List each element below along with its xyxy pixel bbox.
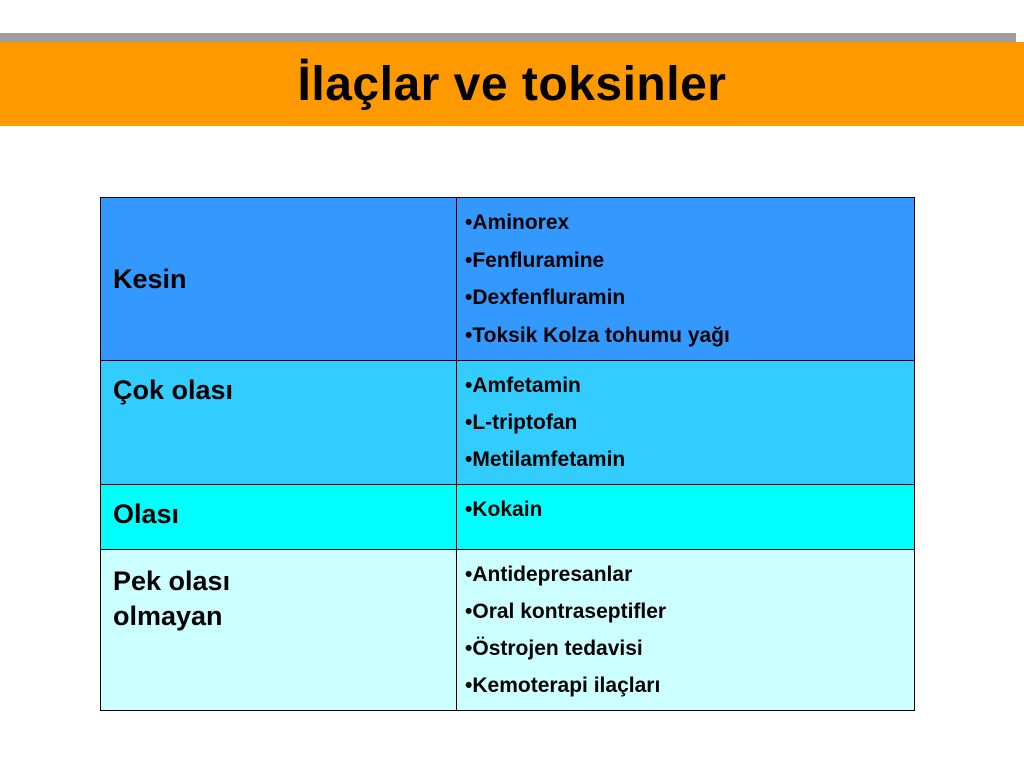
table-row bbox=[101, 550, 915, 711]
category-line: Pek olası bbox=[113, 566, 231, 596]
drug-table-container bbox=[100, 197, 915, 697]
drug-item: • Kokain bbox=[465, 491, 906, 528]
table-row bbox=[101, 198, 915, 361]
drug-list bbox=[465, 367, 906, 478]
drugs-cell bbox=[457, 198, 915, 361]
drugs-cell bbox=[457, 361, 915, 485]
slide-title: İlaçlar ve toksinler bbox=[297, 57, 727, 111]
table-row bbox=[101, 485, 915, 550]
drug-list bbox=[465, 204, 906, 354]
drug-item: • Toksik Kolza tohumu yağı bbox=[465, 317, 906, 355]
drug-list bbox=[465, 556, 906, 704]
drug-item: • Dexfenfluramin bbox=[465, 279, 906, 317]
top-divider bbox=[0, 33, 1016, 42]
drug-list bbox=[465, 491, 906, 528]
title-band bbox=[0, 42, 1024, 126]
drug-item: • L-triptofan bbox=[465, 404, 906, 441]
drug-item: • Östrojen tedavisi bbox=[465, 630, 906, 667]
category-cell: Kesin bbox=[101, 198, 457, 361]
drugs-cell bbox=[457, 550, 915, 711]
drug-item: • Oral kontraseptifler bbox=[465, 593, 906, 630]
category-line: olmayan bbox=[113, 601, 223, 632]
drug-classification-table bbox=[100, 197, 915, 711]
category-cell bbox=[101, 550, 457, 711]
drug-item: • Amfetamin bbox=[465, 367, 906, 404]
category-cell: Olası bbox=[101, 485, 457, 550]
category-cell: Çok olası bbox=[101, 361, 457, 485]
drug-item: • Kemoterapi ilaçları bbox=[465, 667, 906, 704]
drug-item: • Antidepresanlar bbox=[465, 556, 906, 593]
drugs-cell bbox=[457, 485, 915, 550]
drug-item: • Fenfluramine bbox=[465, 242, 906, 280]
drug-item: • Aminorex bbox=[465, 204, 906, 242]
drug-item: • Metilamfetamin bbox=[465, 441, 906, 478]
table-row bbox=[101, 361, 915, 485]
